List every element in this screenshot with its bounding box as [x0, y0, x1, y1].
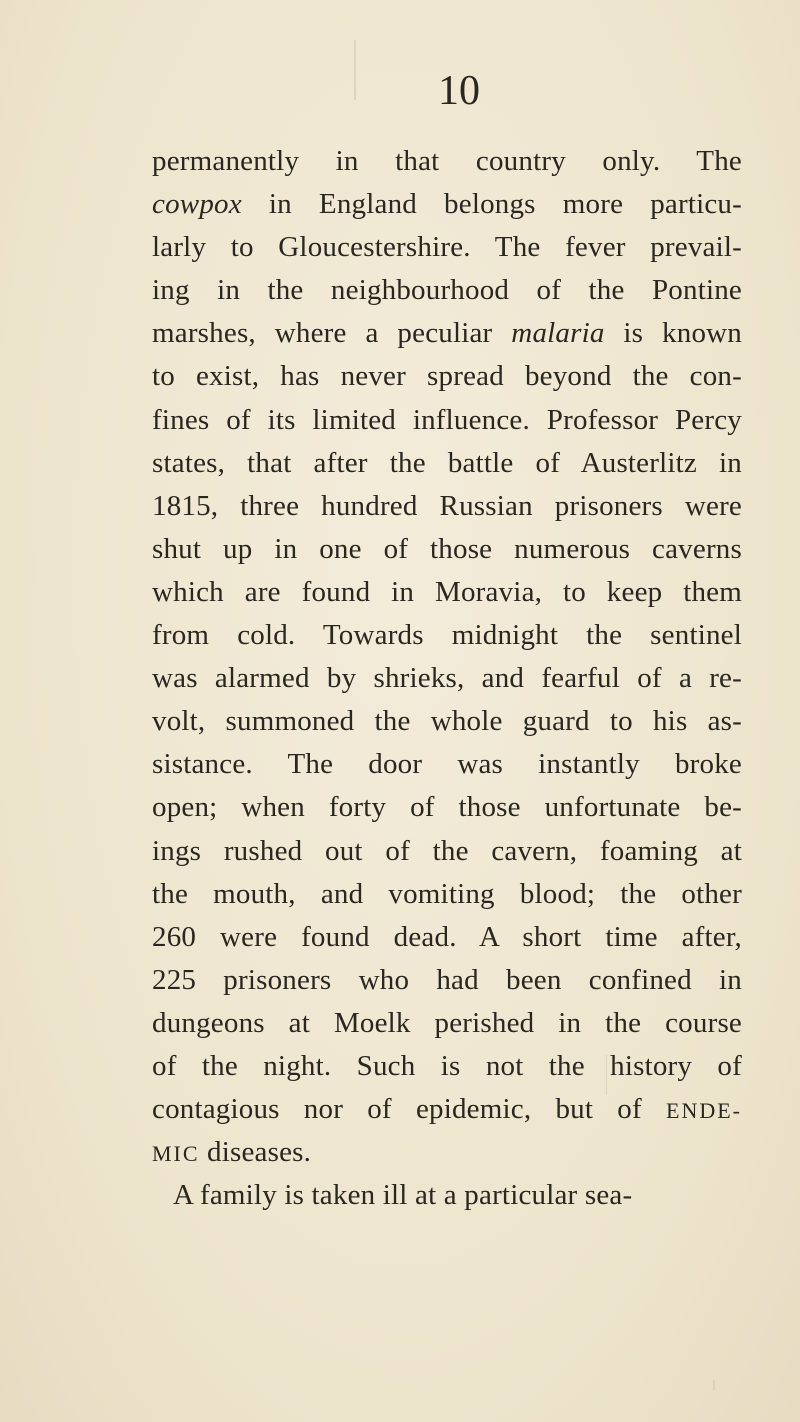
text-line: of the night. Such is not the history of [152, 1049, 742, 1082]
small-caps-word: MIC [152, 1141, 200, 1167]
text-line: open; when forty of those unfortunate be- [152, 791, 742, 824]
text-line: larly to Gloucestershire. The fever prevail- [152, 231, 742, 264]
text-line: contagious nor of epidemic, but of ENDE- [152, 1093, 742, 1126]
text-line: A family is taken ill at a particular sea- [173, 1179, 633, 1212]
small-caps-word: ENDE- [666, 1098, 742, 1124]
text-line: ings rushed out of the cavern, foaming at [152, 834, 742, 867]
text-line: dungeons at Moelk perished in the course [152, 1006, 742, 1039]
text-line: ing in the neighbourhood of the Pontine [152, 274, 742, 307]
paper-crease-mark [354, 40, 356, 100]
page-number: 10 [438, 68, 480, 114]
text-line: which are found in Moravia, to keep them [152, 575, 742, 608]
italic-term: malaria [511, 317, 605, 350]
text-line: sistance. The door was instantly broke [152, 748, 742, 781]
text-line: 260 were found dead. A short time after, [152, 920, 742, 953]
text-line: the mouth, and vomiting blood; the other [152, 877, 742, 910]
text-line: shut up in one of those numerous caverns [152, 532, 742, 565]
paper-speck [713, 1380, 715, 1390]
text-line: cowpox in England belongs more particu- [152, 188, 742, 221]
text-line: volt, summoned the whole guard to his as- [152, 705, 742, 738]
text-line: fines of its limited influence. Professor Percy [152, 403, 742, 436]
text-line: to exist, has never spread beyond the con- [152, 360, 742, 393]
italic-term: cowpox [152, 188, 242, 221]
text-line: permanently in that country only. The [152, 145, 742, 177]
text-line: marshes, where a peculiar malaria is known [152, 317, 742, 350]
body-text [152, 140, 742, 1217]
text-line: was alarmed by shrieks, and fearful of a re- [152, 662, 742, 695]
text-line: from cold. Towards midnight the sentinel [152, 619, 742, 652]
text-line: 225 prisoners who had been confined in [152, 963, 742, 996]
text-line: 1815, three hundred Russian prisoners were [152, 489, 742, 522]
text-line: states, that after the battle of Austerlitz in [152, 446, 742, 479]
text-line: MIC diseases. [152, 1136, 312, 1169]
